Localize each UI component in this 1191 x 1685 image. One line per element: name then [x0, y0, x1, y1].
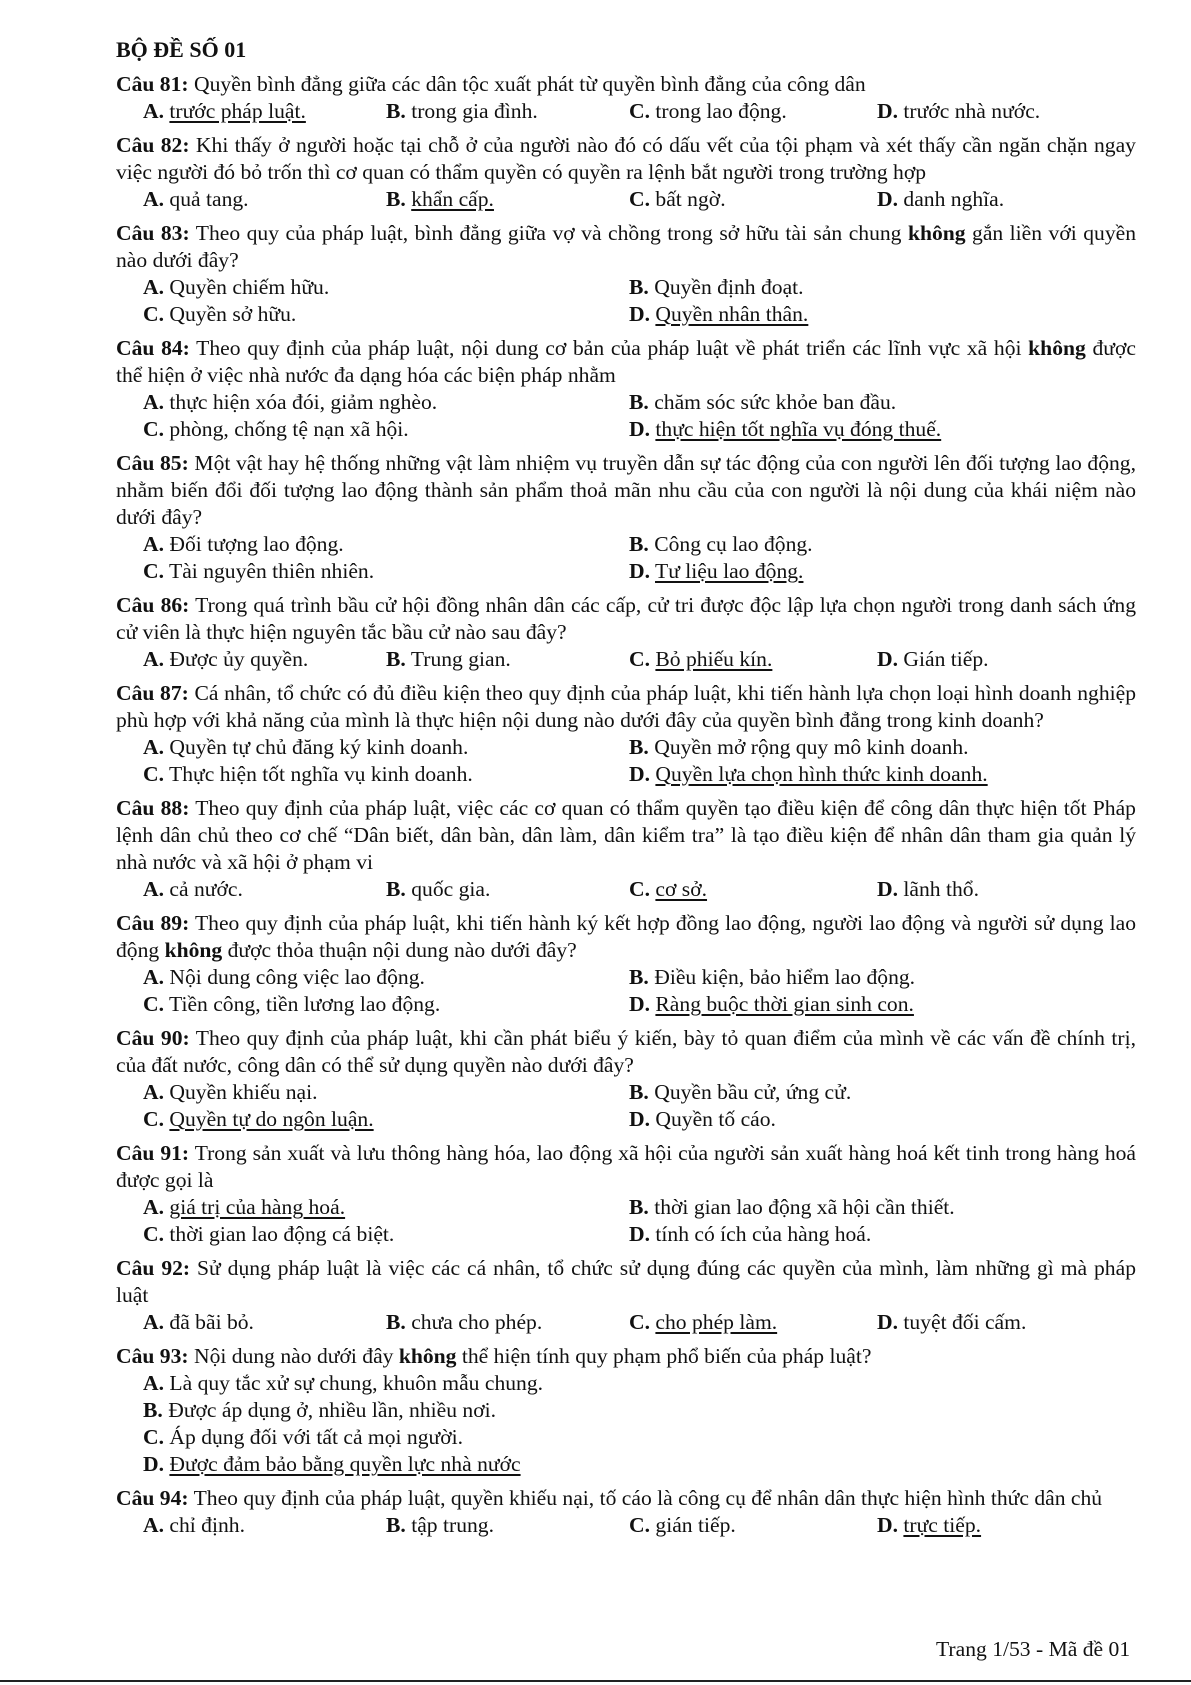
question-block	[116, 132, 1136, 213]
option-label: A.	[143, 1195, 164, 1219]
option-text: Quyền sở hữu.	[169, 302, 297, 326]
option-label: D.	[629, 1222, 650, 1246]
option-label: A.	[143, 532, 164, 556]
question-text: Sử dụng pháp luật là việc các cá nhân, tổ chức sử dụng đúng các quyền của mình, làm những gì mà pháp luật	[116, 1256, 1136, 1307]
answer-option-a	[143, 1309, 386, 1336]
answer-option-d	[629, 558, 1136, 585]
question-text: gắn liền với quyền nào dưới đây?	[116, 221, 1136, 272]
option-text: Được áp dụng ở, nhiều lần, nhiều nơi.	[168, 1398, 497, 1422]
option-text: phòng, chống tệ nạn xã hội.	[169, 417, 409, 441]
option-label: B.	[386, 99, 406, 123]
option-label: B.	[386, 187, 406, 211]
option-label: D.	[877, 99, 898, 123]
emphasis-text: không	[1028, 336, 1086, 360]
answer-options	[116, 1370, 1136, 1478]
option-text: Gián tiếp.	[903, 647, 989, 671]
option-label: B.	[386, 647, 406, 671]
option-label: D.	[877, 1310, 898, 1334]
option-label: A.	[143, 275, 164, 299]
answer-options	[116, 964, 1136, 1018]
answer-option-b	[629, 964, 1136, 991]
answer-option-c	[143, 1106, 629, 1133]
question-block	[116, 910, 1136, 1018]
answer-options	[116, 98, 1136, 125]
question-stem	[116, 1140, 1136, 1194]
option-label: C.	[143, 559, 164, 583]
option-text: Công cụ lao động.	[654, 532, 813, 556]
option-text: tập trung.	[411, 1513, 494, 1537]
question-text: Theo quy định của pháp luật, việc các cơ quan có thẩm quyền tạo điều kiện để công dân thực hiện tốt Pháp lệnh dân chủ theo cơ chế “Dân biết, dân bàn, dân làm, dân kiểm tra” là tạo điều kiện để nhân dân tham gia quản lý nhà nước và xã hội ở phạm vi	[116, 796, 1136, 874]
answer-options	[116, 531, 1136, 585]
option-label: A.	[143, 647, 164, 671]
question-text: Khi thấy ở người hoặc tại chỗ ở của người nào đó có dấu vết của tội phạm và xét thấy cần ngăn chặn ngay việc người đó bỏ trốn thì cơ quan có thẩm quyền có quyền ra lệnh bắt người trong trường hợp	[116, 133, 1136, 184]
question-number: Câu 83:	[116, 221, 190, 245]
question-block	[116, 592, 1136, 673]
question-block	[116, 450, 1136, 585]
option-text: trong gia đình.	[411, 99, 538, 123]
option-text: cả nước.	[169, 877, 243, 901]
question-text: được thỏa thuận nội dung nào dưới đây?	[222, 938, 577, 962]
option-label: A.	[143, 1080, 164, 1104]
option-text-underlined: Tư liệu lao động.	[655, 559, 804, 583]
answer-option-b	[386, 1309, 629, 1336]
question-number: Câu 87:	[116, 681, 189, 705]
question-block	[116, 1025, 1136, 1133]
question-number: Câu 92:	[116, 1256, 191, 1280]
bottom-divider	[0, 1680, 1191, 1682]
answer-option-d	[629, 761, 1136, 788]
option-text: tính có ích của hàng hoá.	[655, 1222, 872, 1246]
option-label: D.	[629, 992, 650, 1016]
option-text-underlined: Quyền nhân thân.	[655, 302, 809, 326]
question-stem	[116, 71, 1136, 98]
question-block	[116, 335, 1136, 443]
option-text: thời gian lao động xã hội cần thiết.	[654, 1195, 955, 1219]
option-label: C.	[143, 302, 164, 326]
question-text: Theo quy định của pháp luật, khi tiến hành ký kết hợp đồng lao động, người lao động và người sử dụng lao động	[116, 911, 1136, 962]
answer-option-b	[386, 1512, 629, 1539]
option-label: D.	[877, 877, 898, 901]
answer-option-d	[629, 416, 1136, 443]
question-stem	[116, 680, 1136, 734]
option-label: A.	[143, 1371, 164, 1395]
answer-option-d	[629, 1221, 1136, 1248]
answer-option-c	[629, 646, 877, 673]
answer-option-d	[877, 646, 1136, 673]
question-block	[116, 71, 1136, 125]
question-stem	[116, 1343, 1136, 1370]
answer-option-b	[629, 531, 1136, 558]
option-text-underlined: Quyền tự do ngôn luận.	[169, 1107, 374, 1131]
option-text: Áp dụng đối với tất cả mọi người.	[169, 1425, 464, 1449]
question-text: Nội dung nào dưới đây	[194, 1344, 399, 1368]
question-block	[116, 1343, 1136, 1478]
option-label: D.	[143, 1452, 164, 1476]
option-label: B.	[386, 1513, 406, 1537]
answer-options	[116, 274, 1136, 328]
answer-option-d	[143, 1451, 1136, 1478]
answer-options	[116, 1079, 1136, 1133]
answer-option-c	[143, 301, 629, 328]
question-text: Theo quy định của pháp luật, quyền khiếu nại, tố cáo là công cụ để nhân dân thực hiện hình thức dân chủ	[193, 1486, 1103, 1510]
option-label: A.	[143, 735, 164, 759]
option-label: C.	[629, 1310, 650, 1334]
question-number: Câu 81:	[116, 72, 189, 96]
option-label: A.	[143, 99, 164, 123]
answer-option-a	[143, 734, 629, 761]
option-text: Tiền công, tiền lương lao động.	[169, 992, 441, 1016]
answer-option-c	[143, 761, 629, 788]
option-text-underlined: giá trị của hàng hoá.	[169, 1195, 346, 1219]
question-text: Theo quy định của pháp luật, nội dung cơ bản của pháp luật về phát triển các lĩnh vực xã hội	[196, 336, 1029, 360]
question-stem	[116, 592, 1136, 646]
exam-page	[116, 32, 1136, 1539]
answer-options	[116, 1309, 1136, 1336]
option-label: B.	[629, 1195, 649, 1219]
option-label: B.	[629, 1080, 649, 1104]
answer-option-d	[877, 98, 1136, 125]
question-stem	[116, 132, 1136, 186]
option-label: A.	[143, 187, 164, 211]
answer-option-a	[143, 98, 386, 125]
page-title: BỘ ĐỀ SỐ 01	[116, 37, 247, 62]
question-text: Trong quá trình bầu cử hội đồng nhân dân các cấp, cử tri được độc lập lựa chọn người trong danh sách ứng cử viên là thực hiện nguyên tắc bầu cử nào sau đây?	[116, 593, 1136, 644]
option-text: bất ngờ.	[655, 187, 726, 211]
answer-option-a	[143, 1079, 629, 1106]
question-text: Một vật hay hệ thống những vật làm nhiệm vụ truyền dẫn sự tác động của con người lên đối tượng lao động, nhằm biến đổi đối tượng lao động thành sản phẩm thoả mãn nhu cầu của con người là nội dung của khái niệm nào dưới đây?	[116, 451, 1136, 529]
option-text: quốc gia.	[411, 877, 491, 901]
option-text: Quyền tố cáo.	[655, 1107, 776, 1131]
option-label: B.	[629, 965, 649, 989]
option-label: B.	[143, 1398, 163, 1422]
option-text: Tài nguyên thiên nhiên.	[169, 559, 375, 583]
answer-options	[116, 1512, 1136, 1539]
answer-option-a	[143, 389, 629, 416]
answer-options	[116, 186, 1136, 213]
option-label: D.	[629, 559, 650, 583]
answer-option-b	[386, 98, 629, 125]
answer-option-c	[629, 98, 877, 125]
option-text: Quyền khiếu nại.	[169, 1080, 318, 1104]
question-number: Câu 88:	[116, 796, 190, 820]
question-stem	[116, 1255, 1136, 1309]
option-text: gián tiếp.	[655, 1513, 736, 1537]
answer-options	[116, 389, 1136, 443]
answer-option-a	[143, 274, 629, 301]
answer-option-a	[143, 1194, 629, 1221]
emphasis-text: không	[398, 1344, 457, 1368]
answer-options	[116, 646, 1136, 673]
option-text-underlined: trước pháp luật.	[169, 99, 306, 123]
answer-option-a	[143, 1512, 386, 1539]
answer-option-b	[386, 186, 629, 213]
question-text: được thể hiện ở việc nhà nước đa dạng hóa các biện pháp nhằm	[116, 336, 1136, 387]
question-number: Câu 86:	[116, 593, 190, 617]
question-block	[116, 1140, 1136, 1248]
question-stem	[116, 1485, 1136, 1512]
question-text: Cá nhân, tổ chức có đủ điều kiện theo quy định của pháp luật, khi tiến hành lựa chọn loại hình doanh nghiệp phù hợp với khả năng của mình là thực hiện nội dung nào dưới đây của quyền bình đẳng trong kinh doanh?	[116, 681, 1137, 732]
answer-option-c	[629, 186, 877, 213]
answer-option-d	[629, 301, 1136, 328]
option-text: chăm sóc sức khỏe ban đầu.	[654, 390, 897, 414]
option-label: D.	[877, 1513, 898, 1537]
question-block	[116, 1255, 1136, 1336]
question-number: Câu 93:	[116, 1344, 189, 1368]
answer-option-d	[877, 1512, 1136, 1539]
option-text: Quyền tự chủ đăng ký kinh doanh.	[169, 735, 469, 759]
option-label: A.	[143, 1310, 164, 1334]
option-text: danh nghĩa.	[903, 187, 1005, 211]
answer-option-b	[386, 646, 629, 673]
option-label: C.	[629, 877, 650, 901]
question-list	[116, 71, 1136, 1539]
option-label: A.	[143, 1513, 164, 1537]
emphasis-text: không	[907, 221, 966, 245]
option-text: Đối tượng lao động.	[169, 532, 344, 556]
option-text: quả tang.	[169, 187, 249, 211]
answer-option-b	[143, 1397, 1136, 1424]
answer-option-c	[143, 558, 629, 585]
option-label: B.	[629, 735, 649, 759]
question-number: Câu 82:	[116, 133, 190, 157]
option-text: lãnh thổ.	[903, 877, 979, 901]
question-block	[116, 795, 1136, 903]
question-text: Trong sản xuất và lưu thông hàng hóa, lao động xã hội của người sản xuất hàng hoá kết tinh trong hàng hoá được gọi là	[116, 1141, 1136, 1192]
question-number: Câu 91:	[116, 1141, 190, 1165]
option-text: chưa cho phép.	[411, 1310, 543, 1334]
answer-option-a	[143, 876, 386, 903]
answer-option-d	[877, 876, 1136, 903]
option-label: B.	[629, 390, 649, 414]
question-stem	[116, 335, 1136, 389]
option-label: C.	[629, 99, 650, 123]
option-text: thời gian lao động cá biệt.	[169, 1222, 395, 1246]
question-block	[116, 680, 1136, 788]
answer-option-a	[143, 1370, 1136, 1397]
question-text: Quyền bình đẳng giữa các dân tộc xuất phát từ quyền bình đẳng của công dân	[194, 72, 866, 96]
answer-option-c	[143, 1424, 1136, 1451]
question-block	[116, 220, 1136, 328]
answer-option-b	[629, 274, 1136, 301]
question-block	[116, 1485, 1136, 1539]
option-text-underlined: thực hiện tốt nghĩa vụ đóng thuế.	[655, 417, 942, 441]
question-number: Câu 94:	[116, 1486, 189, 1510]
option-text: thực hiện xóa đói, giảm nghèo.	[169, 390, 438, 414]
option-label: C.	[629, 647, 650, 671]
answer-options	[116, 1194, 1136, 1248]
question-stem	[116, 450, 1136, 531]
option-label: D.	[629, 1107, 650, 1131]
option-label: B.	[629, 275, 649, 299]
question-number: Câu 85:	[116, 451, 189, 475]
option-text-underlined: Ràng buộc thời gian sinh con.	[655, 992, 914, 1016]
answer-option-b	[629, 1079, 1136, 1106]
question-text: thể hiện tính quy phạm phổ biến của pháp luật?	[456, 1344, 872, 1368]
answer-option-a	[143, 531, 629, 558]
option-text: Nội dung công việc lao động.	[169, 965, 425, 989]
option-text: chỉ định.	[169, 1513, 245, 1537]
answer-option-d	[877, 1309, 1136, 1336]
option-label: D.	[629, 762, 650, 786]
question-stem	[116, 1025, 1136, 1079]
option-text: Quyền mở rộng quy mô kinh doanh.	[654, 735, 969, 759]
answer-option-c	[629, 1512, 877, 1539]
answer-options	[116, 734, 1136, 788]
option-text-underlined: cho phép làm.	[655, 1310, 778, 1334]
option-text: Là quy tắc xử sự chung, khuôn mẫu chung.	[169, 1371, 544, 1395]
option-label: C.	[143, 417, 164, 441]
answer-option-b	[629, 1194, 1136, 1221]
option-text: Quyền chiếm hữu.	[169, 275, 330, 299]
option-label: C.	[143, 1425, 164, 1449]
question-text: Theo quy định của pháp luật, khi cần phát biểu ý kiến, bày tỏ quan điểm của mình về các vấn đề chính trị, của đất nước, công dân có thể sử dụng quyền nào dưới đây?	[116, 1026, 1136, 1077]
option-text: trước nhà nước.	[903, 99, 1041, 123]
option-text: đã bãi bỏ.	[169, 1310, 254, 1334]
option-text-underlined: trực tiếp.	[903, 1513, 982, 1537]
option-label: D.	[629, 417, 650, 441]
answer-option-d	[877, 186, 1136, 213]
option-label: B.	[386, 1310, 406, 1334]
question-stem	[116, 220, 1136, 274]
answer-option-b	[629, 389, 1136, 416]
answer-option-d	[629, 991, 1136, 1018]
option-label: A.	[143, 877, 164, 901]
answer-option-c	[143, 416, 629, 443]
question-number: Câu 89:	[116, 911, 190, 935]
answer-option-b	[629, 734, 1136, 761]
option-label: D.	[629, 302, 650, 326]
answer-option-d	[629, 1106, 1136, 1133]
option-text: Quyền định đoạt.	[654, 275, 804, 299]
answer-option-a	[143, 964, 629, 991]
option-text-underlined: Bỏ phiếu kín.	[655, 647, 773, 671]
option-text: Thực hiện tốt nghĩa vụ kinh doanh.	[169, 762, 473, 786]
option-label: B.	[629, 532, 649, 556]
option-text: Được ủy quyền.	[169, 647, 309, 671]
option-label: D.	[877, 647, 898, 671]
question-text: Theo quy của pháp luật, bình đẳng giữa vợ và chồng trong sở hữu tài sản chung	[195, 221, 908, 245]
option-text: Quyền bầu cử, ứng cử.	[654, 1080, 852, 1104]
option-text-underlined: cơ sở.	[655, 877, 708, 901]
option-label: C.	[143, 1222, 164, 1246]
answer-option-c	[143, 991, 629, 1018]
option-text: Điều kiện, bảo hiểm lao động.	[654, 965, 916, 989]
option-text: trong lao động.	[655, 99, 787, 123]
answer-option-c	[143, 1221, 629, 1248]
option-label: B.	[386, 877, 406, 901]
option-text: Trung gian.	[410, 647, 511, 671]
option-text-underlined: Quyền lựa chọn hình thức kinh doanh.	[655, 762, 988, 786]
option-label: A.	[143, 390, 164, 414]
answer-option-b	[386, 876, 629, 903]
question-stem	[116, 910, 1136, 964]
option-label: A.	[143, 965, 164, 989]
emphasis-text: không	[164, 938, 223, 962]
option-label: C.	[629, 1513, 650, 1537]
page-footer: Trang 1/53 - Mã đề 01	[936, 1637, 1131, 1661]
option-label: C.	[143, 992, 164, 1016]
option-label: C.	[143, 762, 164, 786]
answer-option-c	[629, 876, 877, 903]
answer-option-c	[629, 1309, 877, 1336]
question-number: Câu 90:	[116, 1026, 190, 1050]
option-label: C.	[629, 187, 650, 211]
option-text: tuyệt đối cấm.	[903, 1310, 1027, 1334]
question-stem	[116, 795, 1136, 876]
answer-options	[116, 876, 1136, 903]
option-label: D.	[877, 187, 898, 211]
option-text-underlined: khẩn cấp.	[411, 187, 494, 211]
option-label: C.	[143, 1107, 164, 1131]
question-number: Câu 84:	[116, 336, 190, 360]
option-text-underlined: Được đảm bảo bằng quyền lực nhà nước	[169, 1452, 521, 1476]
answer-option-a	[143, 186, 386, 213]
answer-option-a	[143, 646, 386, 673]
